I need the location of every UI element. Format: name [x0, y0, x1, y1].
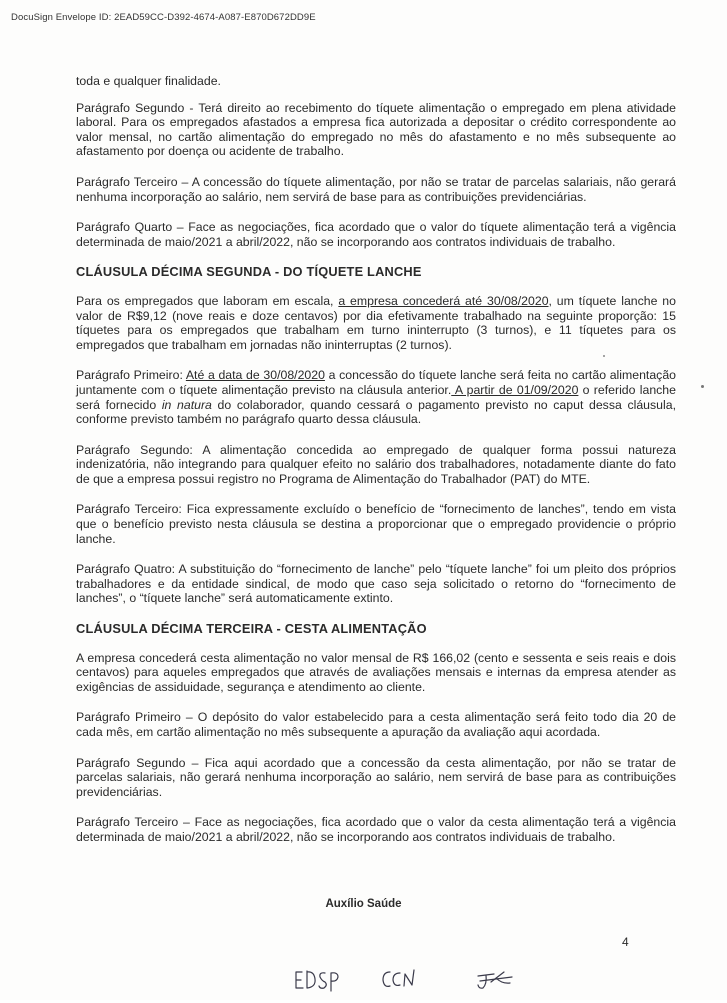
document-body	[76, 74, 676, 861]
initial-stroke	[404, 970, 414, 986]
cl12-paragraph-second: Parágrafo Segundo: A alimentação concedida ao empregado de qualquer forma possui natureza indenizatória, não integrando para qualquer efeito no salário dos trabalhadores, notadamente diante do fato de que a empresa possui registro no Programa de Alimentação do Trabalhador (PAT) do MTE.	[76, 442, 676, 486]
cl12-caput-text-b: , um tíquete lanche no valor de R$9,12 (nove reais e doze centavos) por dia efetivamente trabalhado na seguinte proporção: 15 tíquetes para os empregados que trabalham em turno ininterrupto (3 turnos), e 11 tíquetes para os empregados que trabalham em jornadas não ininterruptas (2 turnos).	[76, 293, 676, 352]
cl12-caput-text-a: Para os empregados que laboram em escala,	[76, 293, 339, 308]
cl12-p1-text-c: o referido lanche será fornecido	[76, 382, 676, 412]
cl12-paragraph-third: Parágrafo Terceiro: Fica expressamente excluído o benefício de “fornecimento de lanches”, tendo em vista que o benefício previsto nesta cláusula se destina a proporcionar que o empregado providencie o próprio lanche.	[76, 502, 676, 546]
cl11-paragraph-fourth: Parágrafo Quarto – Face as negociações, fica acordado que o valor do tíquete alimentação terá a vigência determinada de maio/2021 a abril/2022, não se incorporando aos contratos individuais de trabalho.	[76, 220, 676, 249]
page-number: 4	[622, 935, 629, 949]
initial-stroke	[307, 971, 315, 988]
clause-12-heading: CLÁUSULA DÉCIMA SEGUNDA - DO TÍQUETE LANCHE	[76, 264, 422, 280]
scan-speck	[701, 385, 704, 388]
initial-stroke	[393, 973, 400, 985]
cl12-caput	[76, 294, 676, 352]
cl13-paragraph-third: Parágrafo Terceiro – Face as negociações, fica acordado que o valor da cesta alimentação terá a vigência determinada de maio/2021 a abril/2022, não se incorporando aos contratos individuais de trabalho.	[76, 815, 676, 844]
cl12-p1-text-d: do colaborador, quando cessará o pagamento previsto no caput dessa cláusula, conforme previsto também no parágrafo quarto dessa cláusula.	[76, 397, 677, 427]
docusign-envelope-id: DocuSign Envelope ID: 2EAD59CC-D392-4674-A087-E870D672DD9E	[11, 12, 316, 23]
cl12-paragraph-first	[76, 368, 676, 426]
initial-stroke	[331, 973, 338, 991]
cl11-paragraph-third: Parágrafo Terceiro – A concessão do tíquete alimentação, por não se tratar de parcelas salariais, não gerará nenhuma incorporação ao salário, nem servirá de base para as contribuições previdenciárias.	[76, 174, 676, 204]
cl13-paragraph-second: Parágrafo Segundo – Fica aqui acordado que a concessão da cesta alimentação, por não se tratar de parcelas salariais, não gerará nenhuma incorporação ao salário, nem servirá de base para as contribuições previdenciárias.	[76, 755, 676, 799]
initials-signatures	[280, 958, 560, 998]
cl12-p1-label: Parágrafo Primeiro:	[76, 368, 186, 383]
cl12-paragraph-fourth: Parágrafo Quatro: A substituição do “fornecimento de lanche” pelo “tíquete lanche” foi um pleito dos próprios trabalhadores e da entidade sindical, de modo que caso seja solicitado o retorno do “fornecimento de lanches”, o “tíquete lanche” será automaticamente extinto.	[76, 562, 676, 606]
cl12-p1-underlined-date: Até a data de 30/08/2020	[185, 368, 325, 383]
initial-stroke	[319, 973, 326, 988]
clause-13-heading: CLÁUSULA DÉCIMA TERCEIRA - CESTA ALIMENTAÇÃO	[76, 621, 427, 637]
initial-stroke	[296, 972, 303, 988]
next-section-heading: Auxílio Saúde	[325, 898, 402, 910]
cl11-paragraph-second: Parágrafo Segundo - Terá direito ao recebimento do tíquete alimentação o empregado em plena atividade laboral. Para os empregados afastados a empresa fica autorizada a depositar o crédito correspondente ao valor mensal, no cartão alimentação do empregado no mês do afastamento e no mês subsequente ao afastamento por doença ou acidente de trabalho.	[76, 100, 676, 159]
scan-speck	[603, 355, 605, 357]
intro-fragment: toda e qualquer finalidade.	[76, 74, 221, 88]
cl13-caput: A empresa concederá cesta alimentação no valor mensal de R$ 166,02 (cento e sessenta e seis reais e dois centavos) para aqueles empregados que através de avaliações mensais e internas da empresa atender as exigências de assiduidade, segurança e atendimento ao cliente.	[76, 650, 676, 694]
cl12-p1-text-b: a concessão do tíquete lanche será feita no cartão alimentação juntamente com o tíquete alimentação previsto na cláusula anterior.	[76, 368, 676, 397]
initial-stroke	[383, 972, 390, 986]
cl12-caput-underlined: a empresa concederá até 30/08/2020	[338, 293, 549, 308]
cl12-p1-italic: in natura	[161, 397, 212, 412]
cl12-p1-underlined-date-2: A partir de 01/09/2020	[451, 382, 579, 397]
cl13-paragraph-first: Parágrafo Primeiro – O depósito do valor estabelecido para a cesta alimentação será feito todo dia 20 de cada mês, em cartão alimentação no mês subsequente a apuração da avaliação aqui acordada.	[76, 710, 676, 739]
handwritten-initials	[280, 958, 560, 998]
